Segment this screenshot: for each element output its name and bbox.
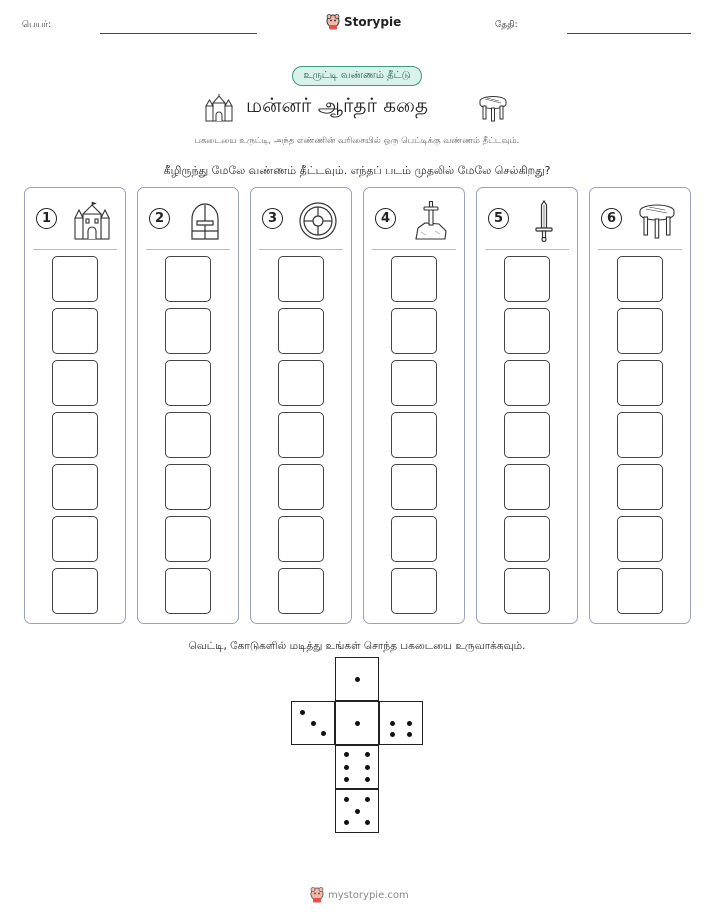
die-instruction: வெட்டி, கோடுகளில் மடித்து உங்கள் சொந்த பகடையை உருவாக்கவும்.: [188, 640, 526, 652]
color-box[interactable]: [504, 412, 550, 458]
color-box[interactable]: [617, 516, 663, 562]
die-face-3: [291, 701, 335, 745]
color-box[interactable]: [391, 516, 437, 562]
color-box[interactable]: [278, 412, 324, 458]
color-box[interactable]: [165, 516, 211, 562]
column-number: 5: [488, 208, 509, 229]
color-box[interactable]: [617, 308, 663, 354]
brand-name: Storypie: [344, 15, 402, 29]
round-table-icon: [634, 200, 680, 242]
die-face-6: [335, 745, 379, 789]
color-box[interactable]: [52, 516, 98, 562]
column-number: 2: [149, 208, 170, 229]
die-pip: [390, 732, 395, 737]
die-pip: [355, 721, 360, 726]
color-box[interactable]: [52, 464, 98, 510]
color-box[interactable]: [165, 568, 211, 614]
color-box[interactable]: [165, 360, 211, 406]
die-face-1: [335, 701, 379, 745]
castle-icon: [69, 200, 115, 242]
color-box[interactable]: [165, 412, 211, 458]
color-box[interactable]: [617, 256, 663, 302]
color-box[interactable]: [391, 412, 437, 458]
die-pip: [344, 797, 349, 802]
column-divider: [598, 249, 682, 250]
color-box[interactable]: [52, 568, 98, 614]
die-pip: [365, 820, 370, 825]
color-box[interactable]: [52, 412, 98, 458]
page-subtitle: பகடையை உருட்டி, அந்த எண்ணின் வரிசையில் ஒரு பெட்டிக்கு வண்ணம் தீட்டவும்.: [194, 136, 520, 146]
color-box[interactable]: [52, 308, 98, 354]
color-box[interactable]: [504, 256, 550, 302]
color-box[interactable]: [504, 308, 550, 354]
footer-url[interactable]: mystorypie.com: [328, 889, 409, 901]
column-number: 6: [601, 208, 622, 229]
footer: [310, 887, 409, 903]
title-castle-icon: [203, 94, 235, 126]
color-box[interactable]: [617, 412, 663, 458]
color-box[interactable]: [278, 464, 324, 510]
die-pip: [365, 797, 370, 802]
die-pip: [344, 820, 349, 825]
die-pip: [390, 721, 395, 726]
color-box[interactable]: [52, 360, 98, 406]
column-divider: [33, 249, 117, 250]
die-pip: [321, 731, 326, 736]
color-box[interactable]: [391, 568, 437, 614]
title-table-icon: [477, 94, 509, 126]
die-pip: [355, 677, 360, 682]
color-box[interactable]: [165, 464, 211, 510]
die-pip: [365, 777, 370, 782]
sword-icon: [521, 200, 567, 242]
die-pip: [365, 765, 370, 770]
coloring-instruction: கீழிருந்து மேலே வண்ணம் தீட்டவும். எந்தப் படம் முதலில் மேலே செல்கிறது?: [163, 164, 551, 177]
die-pip: [311, 721, 316, 726]
color-box[interactable]: [391, 308, 437, 354]
sword-in-stone-icon: [408, 200, 454, 242]
storypie-mascot-icon: [310, 887, 324, 903]
color-box[interactable]: [278, 256, 324, 302]
die-pip: [407, 732, 412, 737]
roll-column-1: [24, 187, 126, 624]
column-number: 1: [36, 208, 57, 229]
date-field-line[interactable]: [567, 33, 691, 34]
column-divider: [372, 249, 456, 250]
color-box[interactable]: [278, 568, 324, 614]
die-pip: [365, 752, 370, 757]
name-field-line[interactable]: [100, 33, 257, 34]
color-box[interactable]: [165, 256, 211, 302]
color-box[interactable]: [278, 360, 324, 406]
column-divider: [146, 249, 230, 250]
die-pip: [355, 809, 360, 814]
color-box[interactable]: [504, 360, 550, 406]
roll-column-6: [589, 187, 691, 624]
column-divider: [485, 249, 569, 250]
storypie-mascot-icon: [326, 14, 340, 30]
die-pip: [344, 765, 349, 770]
color-box[interactable]: [504, 516, 550, 562]
color-box[interactable]: [391, 360, 437, 406]
color-box[interactable]: [165, 308, 211, 354]
color-box[interactable]: [278, 308, 324, 354]
die-face-5: [335, 789, 379, 833]
color-box[interactable]: [617, 360, 663, 406]
color-box[interactable]: [617, 568, 663, 614]
roll-column-5: [476, 187, 578, 624]
die-pip: [407, 721, 412, 726]
color-box[interactable]: [504, 464, 550, 510]
date-label: தேதி:: [495, 20, 518, 30]
color-box[interactable]: [617, 464, 663, 510]
page-title: மன்னர் ஆர்தர் கதை: [246, 93, 429, 117]
color-box[interactable]: [391, 256, 437, 302]
round-shield-icon: [295, 200, 341, 242]
die-face-1: [335, 657, 379, 701]
column-number: 3: [262, 208, 283, 229]
knight-helmet-icon: [182, 200, 228, 242]
column-divider: [259, 249, 343, 250]
roll-column-4: [363, 187, 465, 624]
die-pip: [344, 777, 349, 782]
die-pip: [300, 710, 305, 715]
roll-column-3: [250, 187, 352, 624]
color-box[interactable]: [52, 256, 98, 302]
color-box[interactable]: [504, 568, 550, 614]
brand-logo: [326, 14, 401, 30]
die-pip: [344, 752, 349, 757]
column-number: 4: [375, 208, 396, 229]
color-box[interactable]: [391, 464, 437, 510]
die-face-4: [379, 701, 423, 745]
activity-badge: உருட்டி வண்ணம் தீட்டு: [292, 66, 421, 86]
roll-column-2: [137, 187, 239, 624]
color-box[interactable]: [278, 516, 324, 562]
name-label: பெயர்:: [22, 20, 52, 30]
